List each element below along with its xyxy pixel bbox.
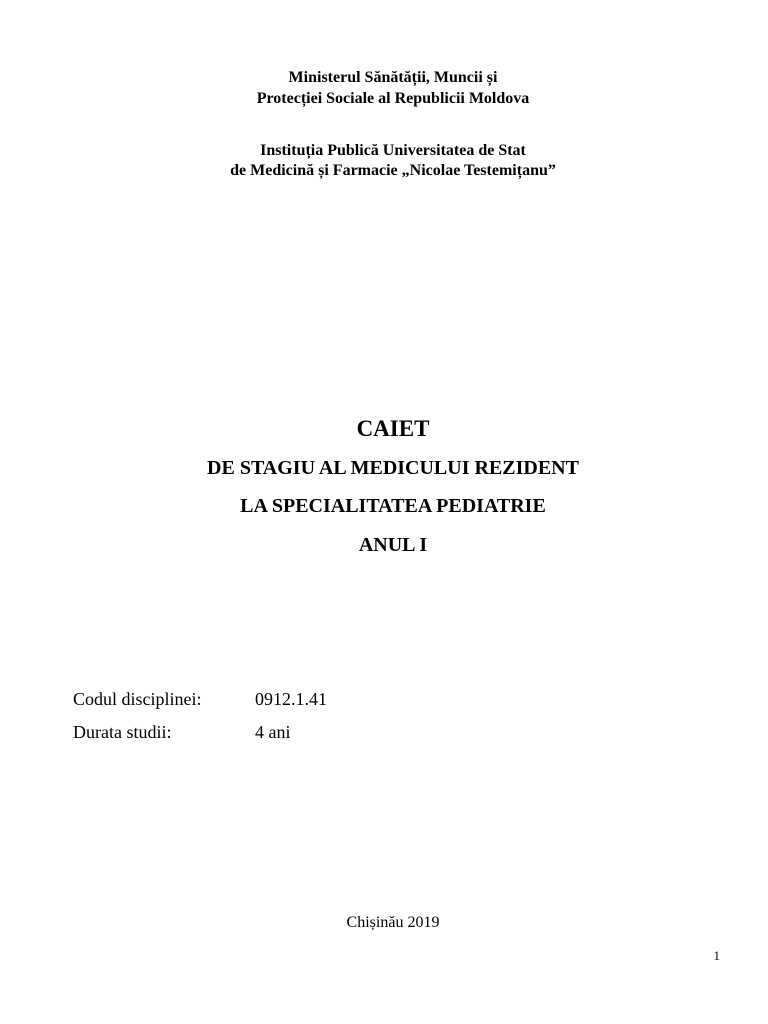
- study-duration-label: Durata studii:: [73, 722, 172, 742]
- ministry-line-2: Protecției Sociale al Republicii Moldova: [256, 90, 530, 107]
- ministry-line-1: Ministerul Sănătății, Muncii și: [288, 69, 498, 86]
- info-row-discipline-code: [73, 688, 327, 710]
- institution-line-2: de Medicină și Farmacie „Nicolae Testemițanu”: [230, 162, 556, 179]
- institution-line-1: Instituția Publică Universitatea de Stat: [260, 142, 526, 159]
- discipline-code-label: Codul disciplinei:: [73, 689, 202, 709]
- document-title: CAIET: [356, 416, 430, 441]
- place-and-year: Chișinău 2019: [346, 914, 440, 931]
- page-number: 1: [713, 948, 720, 963]
- discipline-code-value: 0912.1.41: [255, 689, 327, 709]
- title-line-2: DE STAGIU AL MEDICULUI REZIDENT: [207, 457, 579, 479]
- study-duration-value: 4 ani: [255, 722, 291, 742]
- title-line-3: LA SPECIALITATEA PEDIATRIE: [240, 495, 546, 517]
- info-row-study-duration: [73, 721, 291, 743]
- title-line-4: ANUL I: [358, 534, 428, 556]
